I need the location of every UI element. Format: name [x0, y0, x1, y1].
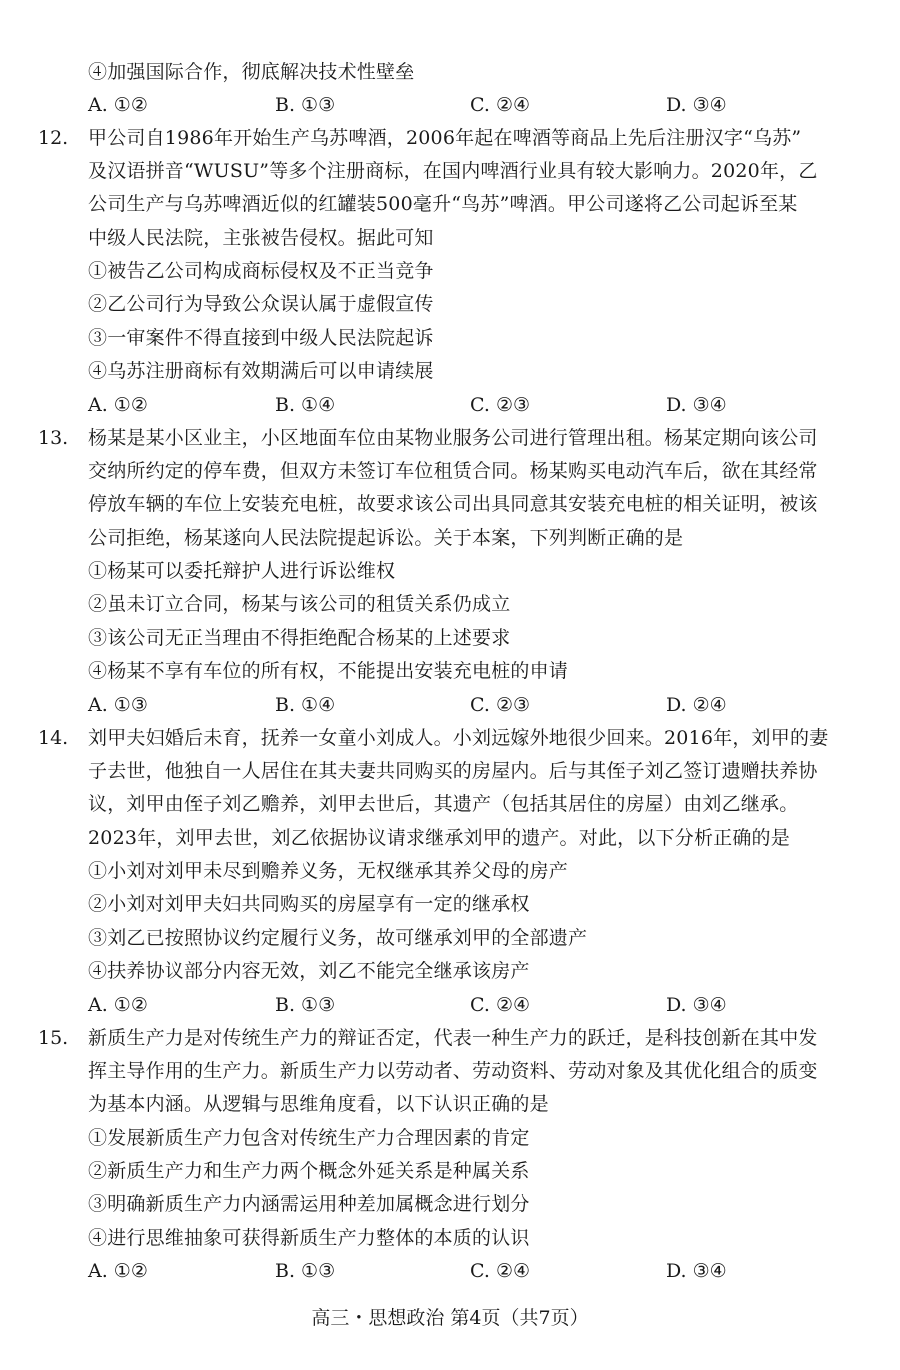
question-number: 14. [38, 727, 69, 749]
q11-option-b: B. ①③ [275, 94, 336, 116]
statement-2: ②小刘对刘甲夫妇共同购买的房屋享有一定的继承权 [88, 893, 530, 915]
stem-line: 公司生产与乌苏啤酒近似的红罐装500毫升“鸟苏”啤酒。甲公司遂将乙公司起诉至某 [88, 193, 798, 215]
statement-1: ①发展新质生产力包含对传统生产力合理因素的肯定 [88, 1127, 530, 1149]
option-a: A. ①② [88, 994, 148, 1016]
stem-line: 刘甲夫妇婚后未育，抚养一女童小刘成人。小刘远嫁外地很少回来。2016年，刘甲的妻 [88, 727, 829, 749]
stem-line: 新质生产力是对传统生产力的辩证否定，代表一种生产力的跃迁，是科技创新在其中发 [88, 1027, 818, 1049]
statement-1: ①被告乙公司构成商标侵权及不正当竞争 [88, 260, 434, 282]
q11-option-d: D. ③④ [666, 94, 727, 116]
statement-1: ①杨某可以委托辩护人进行诉讼维权 [88, 560, 396, 582]
statement-4: ④扶养协议部分内容无效，刘乙不能完全继承该房产 [88, 960, 530, 982]
option-a: A. ①② [88, 394, 148, 416]
stem-line: 2023年，刘甲去世，刘乙依据协议请求继承刘甲的遗产。对此，以下分析正确的是 [88, 827, 790, 849]
option-b: B. ①③ [275, 994, 336, 1016]
option-c: C. ②④ [470, 994, 531, 1016]
statement-4: ④进行思维抽象可获得新质生产力整体的本质的认识 [88, 1227, 530, 1249]
statement-4: ④杨某不享有车位的所有权，不能提出安装充电桩的申请 [88, 660, 569, 682]
stem-line: 议，刘甲由侄子刘乙赡养，刘甲去世后，其遗产（包括其居住的房屋）由刘乙继承。 [88, 793, 799, 815]
statement-3: ③明确新质生产力内涵需运用种差加属概念进行划分 [88, 1193, 530, 1215]
stem-line: 为基本内涵。从逻辑与思维角度看，以下认识正确的是 [88, 1093, 549, 1115]
option-a: A. ①② [88, 1260, 148, 1282]
statement-2: ②新质生产力和生产力两个概念外延关系是种属关系 [88, 1160, 530, 1182]
statement-3: ③刘乙已按照协议约定履行义务，故可继承刘甲的全部遗产 [88, 927, 588, 949]
option-a: A. ①③ [88, 694, 148, 716]
option-c: C. ②③ [470, 694, 531, 716]
option-b: B. ①③ [275, 1260, 336, 1282]
q11-option-a: A. ①② [88, 94, 148, 116]
stem-line: 交纳所约定的停车费，但双方未签订车位租赁合同。杨某购买电动汽车后，欲在其经常 [88, 460, 818, 482]
stem-line: 子去世，他独自一人居住在其夫妻共同购买的房屋内。后与其侄子刘乙签订遗赠扶养协 [88, 760, 818, 782]
stem-line: 中级人民法院，主张被告侵权。据此可知 [88, 227, 434, 249]
statement-2: ②虽未订立合同，杨某与该公司的租赁关系仍成立 [88, 593, 511, 615]
stem-line: 公司拒绝，杨某遂向人民法院提起诉讼。关于本案，下列判断正确的是 [88, 527, 684, 549]
stem-line: 杨某是某小区业主，小区地面车位由某物业服务公司进行管理出租。杨某定期向该公司 [88, 427, 818, 449]
page-footer: 高三・思想政治 第4页（共7页） [311, 1307, 589, 1329]
statement-3: ③该公司无正当理由不得拒绝配合杨某的上述要求 [88, 627, 511, 649]
stem-line: 挥主导作用的生产力。新质生产力以劳动者、劳动资料、劳动对象及其优化组合的质变 [88, 1060, 818, 1082]
option-d: D. ③④ [666, 994, 727, 1016]
option-b: B. ①④ [275, 394, 336, 416]
q11-item-4: ④加强国际合作，彻底解决技术性壁垒 [88, 61, 415, 83]
option-c: C. ②④ [470, 1260, 531, 1282]
question-number: 12. [38, 127, 69, 149]
option-d: D. ②④ [666, 694, 727, 716]
statement-3: ③一审案件不得直接到中级人民法院起诉 [88, 327, 434, 349]
statement-2: ②乙公司行为导致公众误认属于虚假宣传 [88, 293, 434, 315]
statement-4: ④乌苏注册商标有效期满后可以申请续展 [88, 360, 434, 382]
stem-line: 甲公司自1986年开始生产乌苏啤酒，2006年起在啤酒等商品上先后注册汉字“乌苏” [88, 127, 802, 149]
option-d: D. ③④ [666, 394, 727, 416]
question-number: 15. [38, 1027, 69, 1049]
option-d: D. ③④ [666, 1260, 727, 1282]
option-c: C. ②③ [470, 394, 531, 416]
stem-line: 停放车辆的车位上安装充电桩，故要求该公司出具同意其安装充电桩的相关证明，被该 [88, 493, 818, 515]
stem-line: 及汉语拼音“WUSU”等多个注册商标，在国内啤酒行业具有较大影响力。2020年，乙 [88, 160, 818, 182]
option-b: B. ①④ [275, 694, 336, 716]
question-number: 13. [38, 427, 69, 449]
statement-1: ①小刘对刘甲未尽到赡养义务，无权继承其养父母的房产 [88, 860, 569, 882]
q11-option-c: C. ②④ [470, 94, 531, 116]
